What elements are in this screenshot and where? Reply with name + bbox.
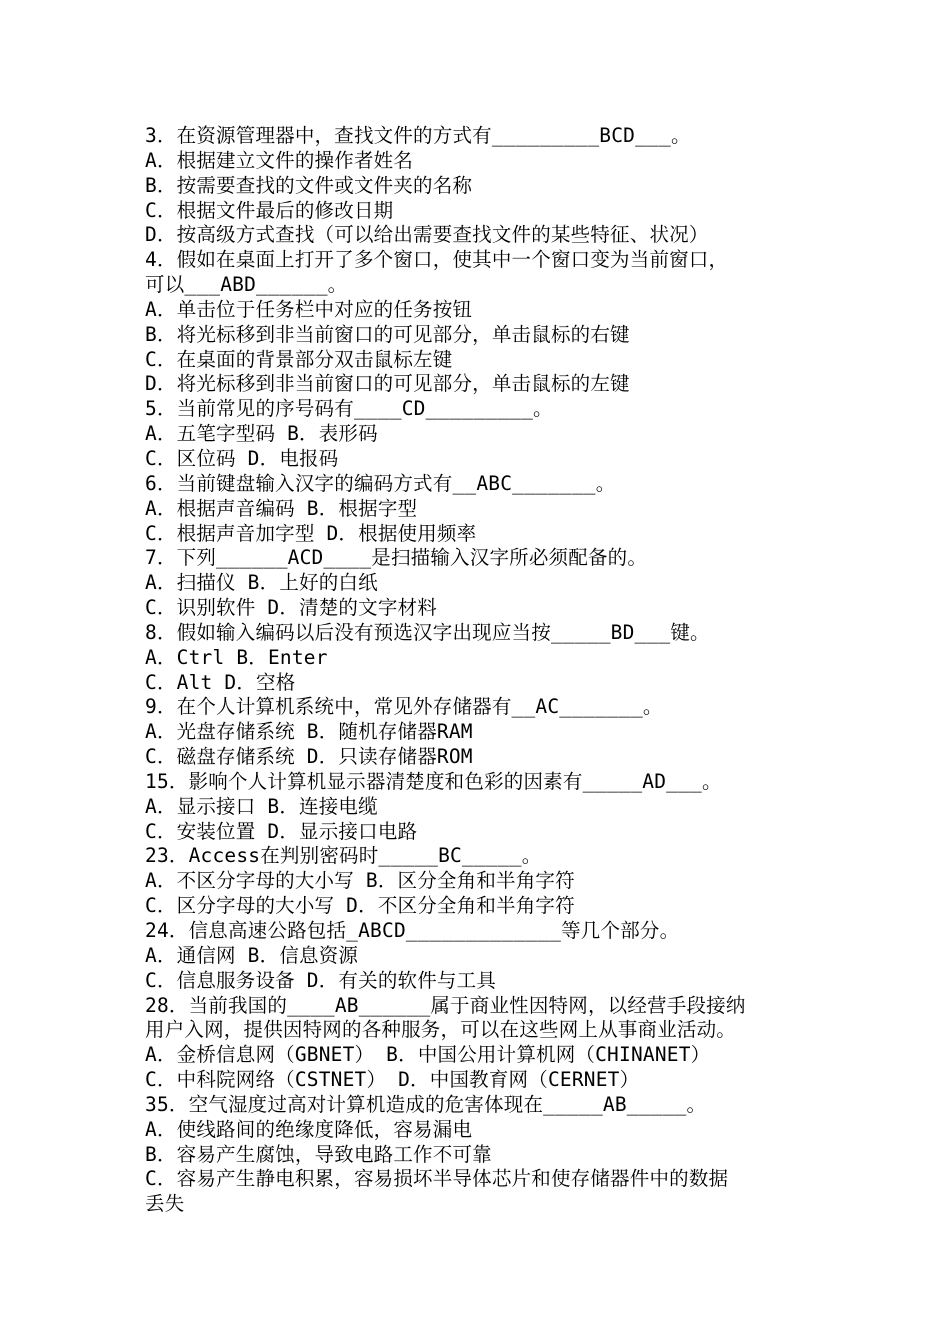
text-line: C．根据文件最后的修改日期: [145, 198, 394, 222]
text-line: 丢失: [145, 1192, 185, 1216]
text-line: C．信息服务设备 D．有关的软件与工具: [145, 968, 497, 992]
text-line: B．容易产生腐蚀，导致电路工作不可靠: [145, 1142, 492, 1166]
text-line: 4．假如在桌面上打开了多个窗口，使其中一个窗口变为当前窗口，: [145, 248, 729, 272]
text-line: 8．假如输入编码以后没有预选汉字出现应当按_____BD___键。: [145, 620, 710, 644]
text-line: 28．当前我国的____AB______属于商业性因特网，以经营手段接纳: [145, 993, 746, 1017]
text-line: A．显示接口 B．连接电缆: [145, 794, 378, 818]
text-line: A．金桥信息网（GBNET） B．中国公用计算机网（CHINANET）: [145, 1043, 711, 1067]
text-line: A．Ctrl B．Enter: [145, 645, 328, 669]
text-line: 可以___ABD______。: [145, 273, 348, 297]
text-line: A．通信网 B．信息资源: [145, 943, 359, 967]
text-line: C．根据声音加字型 D．根据使用频率: [145, 521, 477, 545]
text-line: 24．信息高速公路包括_ABCD_____________等几个部分。: [145, 919, 680, 942]
text-line: 3．在资源管理器中，查找文件的方式有_________BCD___。: [145, 124, 691, 147]
text-line: C．在桌面的背景部分双击鼠标左键: [145, 347, 453, 371]
text-line: C．Alt D．空格: [145, 670, 296, 694]
text-line: B．将光标移到非当前窗口的可见部分，单击鼠标的右键: [145, 322, 630, 346]
text-line: C．中科院网络（CSTNET） D．中国教育网（CERNET）: [145, 1068, 640, 1092]
text-line: 9．在个人计算机系统中，常见外存储器有__AC_______。: [145, 695, 663, 719]
document-body: [145, 124, 815, 1217]
text-line: C．磁盘存储系统 D．只读存储器ROM: [145, 745, 473, 769]
text-line: C．容易产生静电积累，容易损坏半导体芯片和使存储器件中的数据: [145, 1167, 729, 1191]
text-line: D．将光标移到非当前窗口的可见部分，单击鼠标的左键: [145, 372, 630, 396]
text-line: A．单击位于任务栏中对应的任务按钮: [145, 297, 473, 321]
text-line: C．安装位置 D．显示接口电路: [145, 819, 418, 843]
text-line: 6．当前键盘输入汉字的编码方式有__ABC_______。: [145, 471, 616, 495]
text-line: 15．影响个人计算机显示器清楚度和色彩的因素有_____AD___。: [145, 769, 722, 793]
text-line: A．五笔字型码 B．表形码: [145, 422, 378, 446]
text-line: 23．Access在判别密码时_____BC_____。: [145, 844, 542, 868]
text-line: 5．当前常见的序号码有____CD_________。: [145, 397, 553, 421]
text-line: A．使线路间的绝缘度降低，容易漏电: [145, 1117, 473, 1141]
text-line: D．按高级方式查找（可以给出需要查找文件的某些特征、状况）: [145, 223, 709, 247]
text-line: A．扫描仪 B．上好的白纸: [145, 571, 378, 595]
text-line: C．区分字母的大小写 D．不区分全角和半角字符: [145, 894, 575, 918]
text-line: 用户入网，提供因特网的各种服务，可以在这些网上从事商业活动。: [145, 1018, 737, 1042]
text-line: 35．空气湿度过高对计算机造成的危害体现在_____AB_____。: [145, 1092, 707, 1116]
text-line: A．光盘存储系统 B．随机存储器RAM: [145, 720, 473, 744]
text-line: B．按需要查找的文件或文件夹的名称: [145, 173, 473, 197]
text-line: 7．下列______ACD____是扫描输入汉字所必须配备的。: [145, 546, 648, 570]
text-line: A．根据声音编码 B．根据字型: [145, 496, 418, 520]
text-line: A．不区分字母的大小写 B．区分全角和半角字符: [145, 869, 575, 893]
text-line: C．识别软件 D．清楚的文字材料: [145, 596, 437, 620]
text-line: C．区位码 D．电报码: [145, 446, 339, 470]
text-line: A．根据建立文件的操作者姓名: [145, 148, 414, 172]
